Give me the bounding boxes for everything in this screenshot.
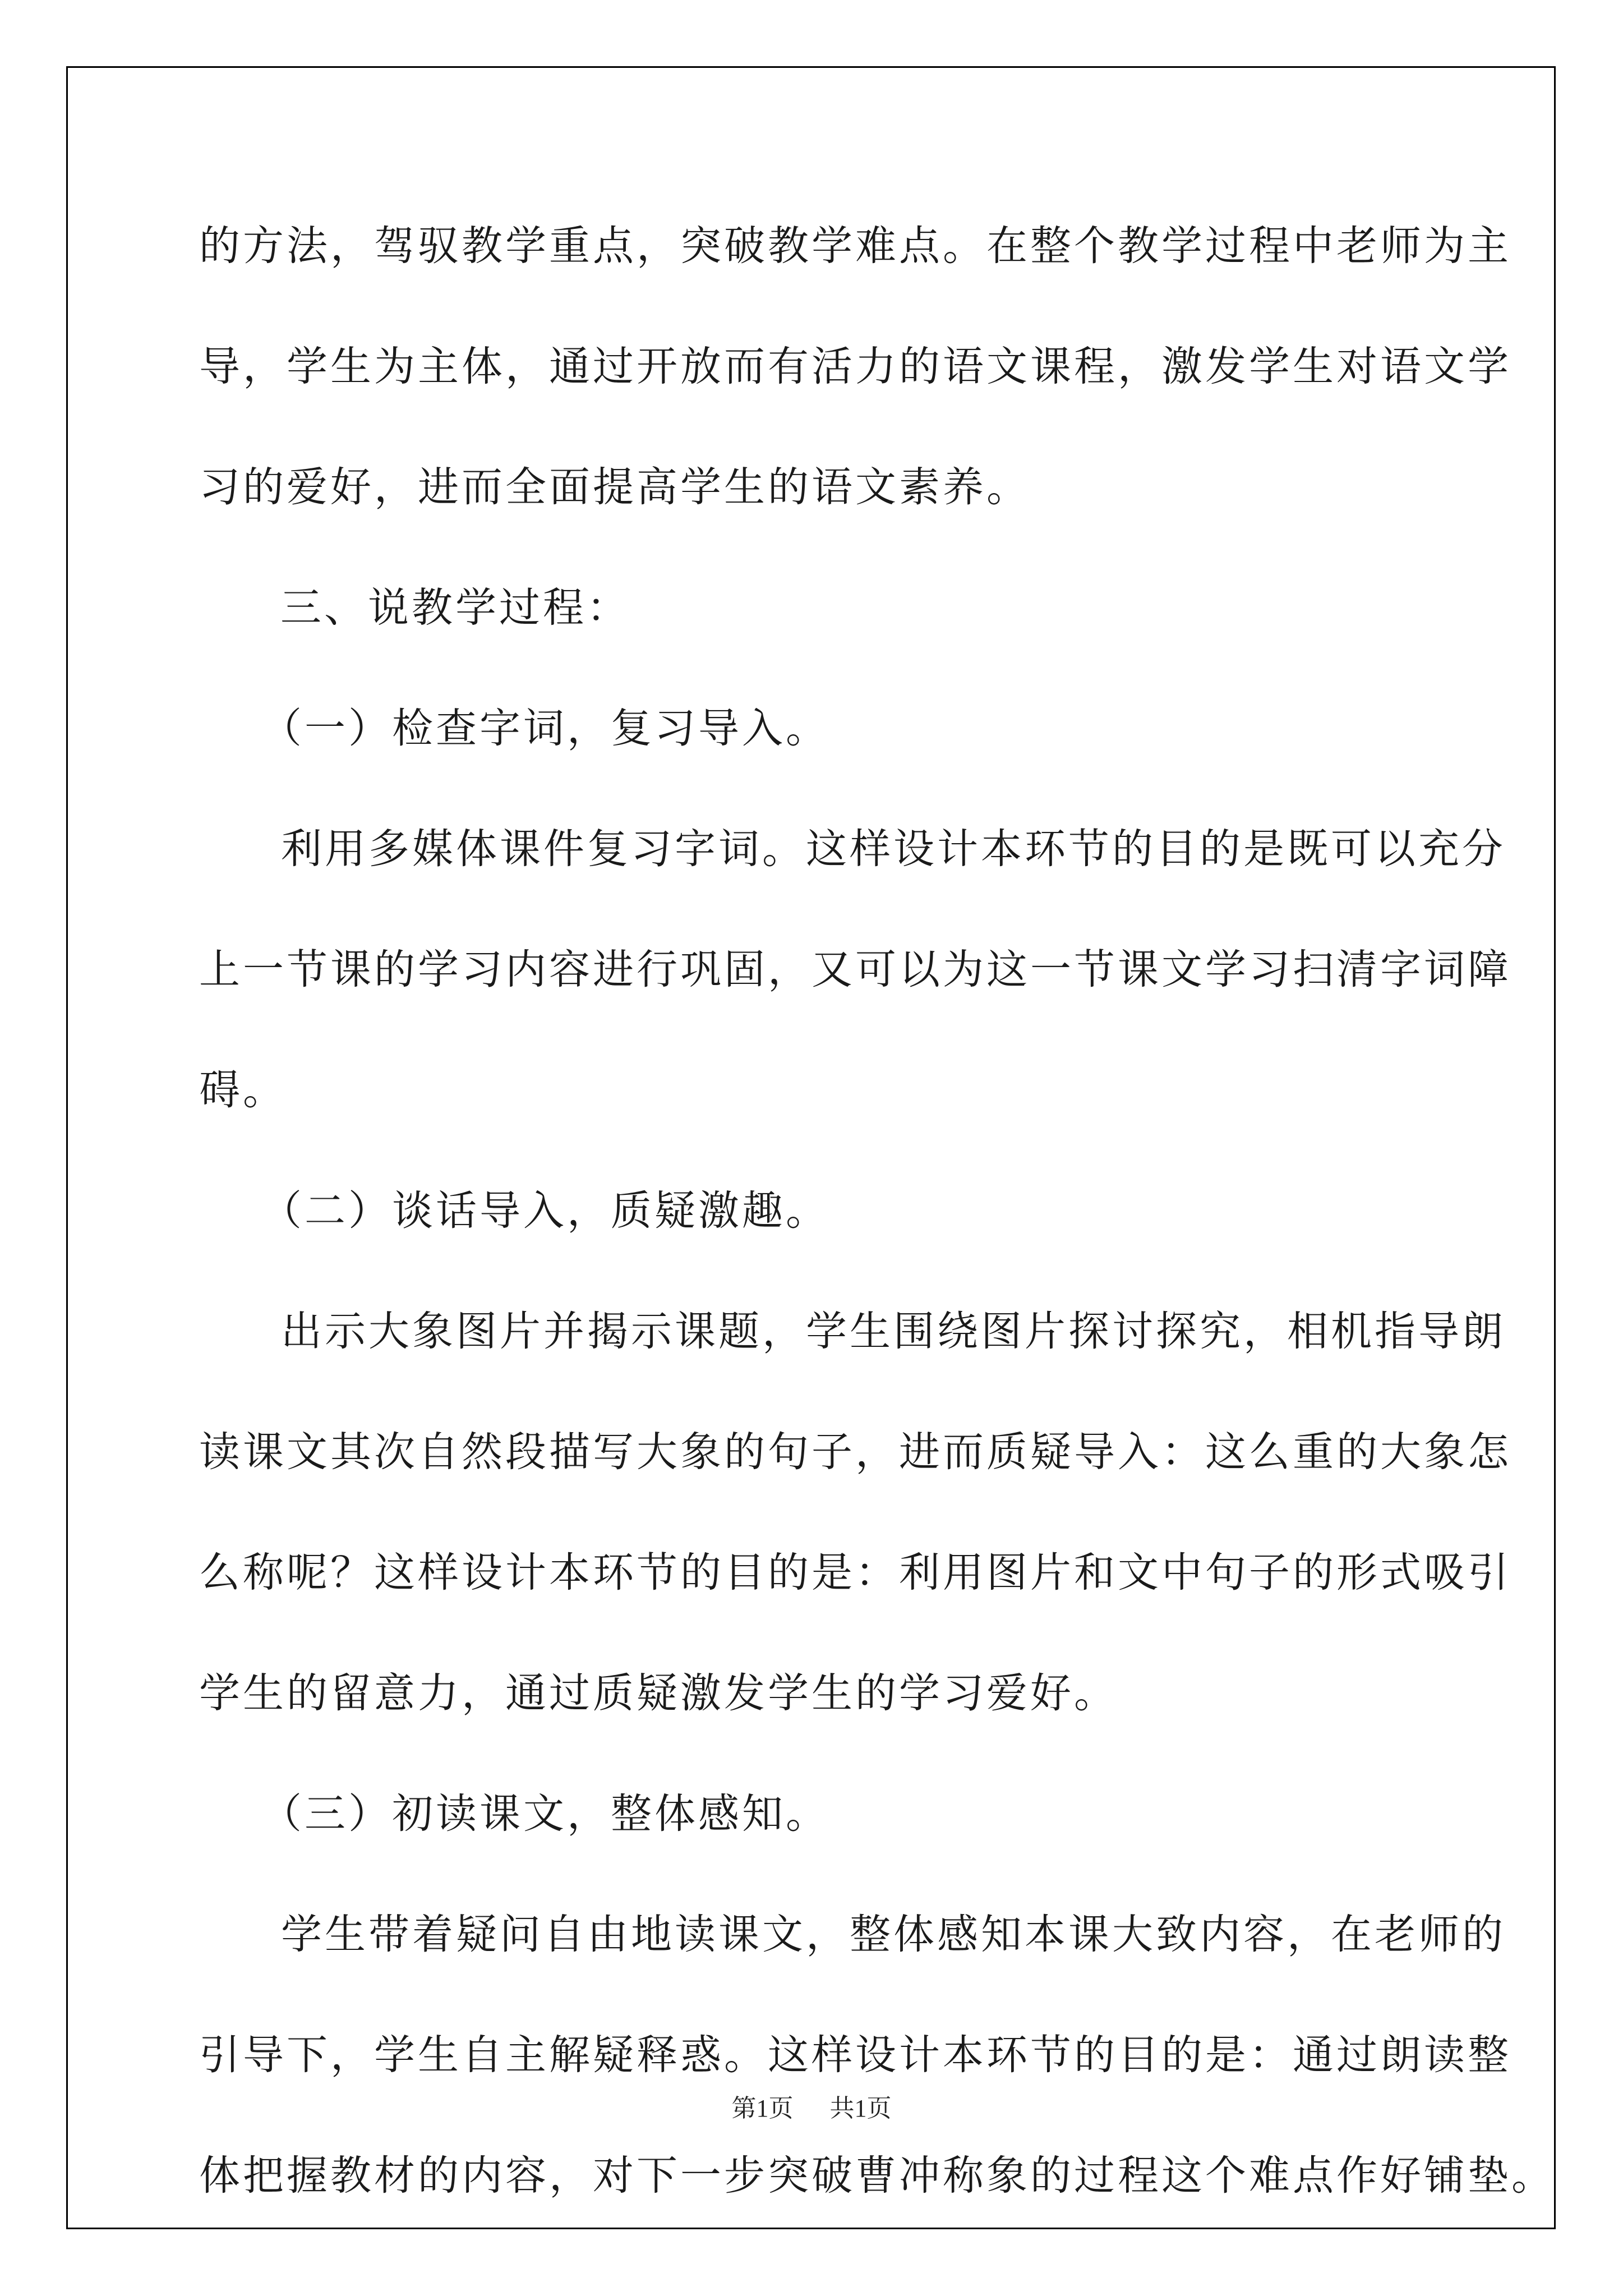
subsection-heading: （一）检查字词，复习导入。: [261, 705, 829, 752]
text-line: 的方法，驾驭教学重点，突破教学难点。在整个教学过程中老师为主: [199, 222, 1511, 270]
text-line: 体把握教材的内容，对下一步突破曹冲称象的过程这个难点作好铺垫。: [199, 2152, 1555, 2200]
page-number: 第1页: [731, 2095, 794, 2122]
text-line: 上一节课的学习内容进行巩固，又可以为这一节课文学习扫清字词障: [199, 946, 1511, 993]
text-line: 读课文其次自然段描写大象的句子，进而质疑导入：这么重的大象怎: [199, 1428, 1511, 1476]
text-line: 学生带着疑问自由地读课文，整体感知本课大致内容，在老师的: [281, 1911, 1506, 1958]
text-line: 引导下，学生自主解疑释惑。这样设计本环节的目的是：通过朗读整: [199, 2031, 1511, 2079]
subsection-heading: （三）初读课文，整体感知。: [261, 1790, 829, 1838]
text-line: 么称呢？这样设计本环节的目的是：利用图片和文中句子的形式吸引: [199, 1549, 1511, 1596]
text-line: 学生的留意力，通过质疑激发学生的学习爱好。: [199, 1669, 1118, 1717]
document-body: [199, 215, 1555, 2207]
section-heading: 三、说教学过程：: [280, 584, 630, 632]
text-line: 出示大象图片并揭示课题，学生围绕图片探讨探究，相机指导朗: [281, 1308, 1506, 1355]
text-line: 导，学生为主体，通过开放而有活力的语文课程，激发学生对语文学: [199, 343, 1511, 390]
subsection-heading: （二）谈话导入，质疑激趣。: [261, 1187, 829, 1235]
text-line: 习的爱好，进而全面提高学生的语文素养。: [199, 463, 1030, 511]
text-line: 利用多媒体课件复习字词。这样设计本环节的目的是既可以充分: [281, 825, 1506, 873]
page-footer: [0, 2088, 1623, 2124]
page-total: 共1页: [829, 2095, 892, 2122]
text-line: 碍。: [199, 1066, 287, 1114]
